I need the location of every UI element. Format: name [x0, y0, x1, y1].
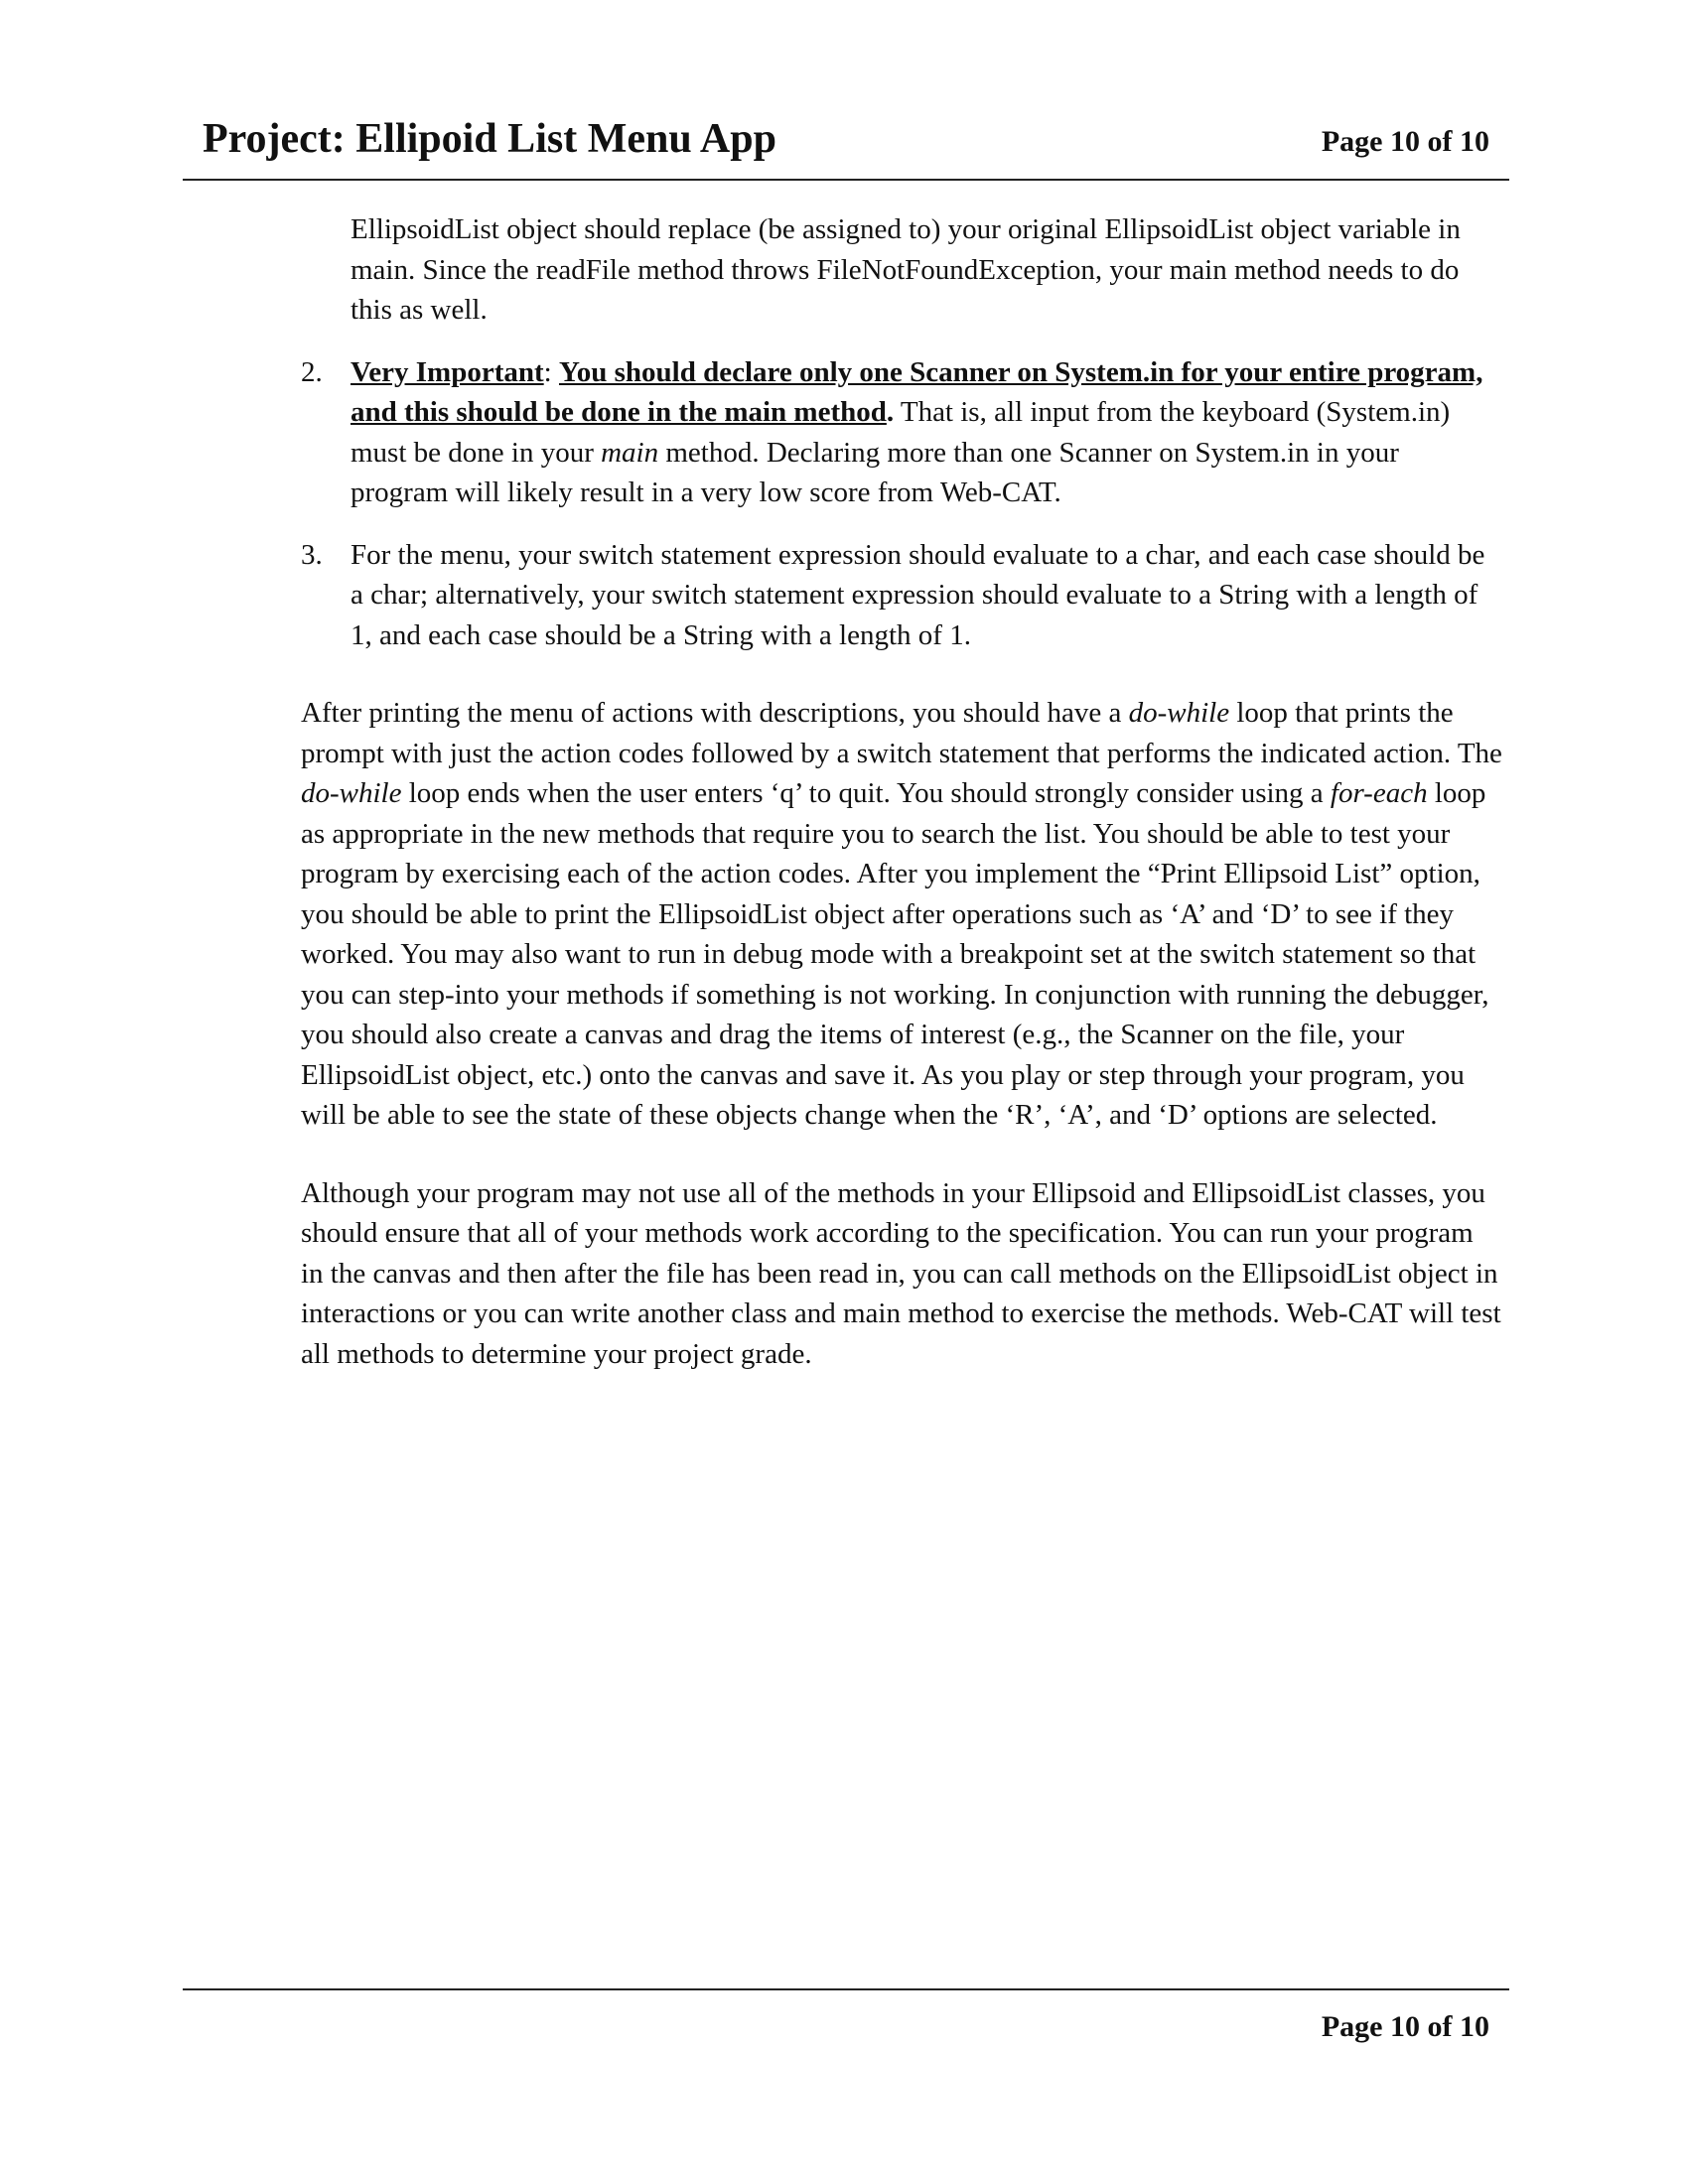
document-body	[301, 209, 1502, 1374]
do-while-italic-1: do-while	[1128, 697, 1230, 729]
item3-text: For the menu, your switch statement expression should evaluate to a char, and each case should be a char; alternatively, your switch statement expression should evaluate to a String with a length of 1, and each case should be a String with a length of 1.	[351, 538, 1485, 651]
scanner-emphasis: You should declare only one Scanner on System.in for your entire program, and this should be done in the main method	[351, 355, 1483, 428]
document-title: Project: Ellipoid List Menu App	[203, 116, 776, 162]
for-each-italic: for-each	[1330, 777, 1428, 809]
main-italic: main	[601, 436, 659, 469]
page-header	[183, 109, 1509, 181]
paragraph-do-while	[301, 693, 1502, 1136]
page-footer	[183, 1988, 1509, 2060]
paragraph-methods: Although your program may not use all of the methods in your Ellipsoid and EllipsoidList classes, you should ensure that all of your methods work according to the specification. You can run your program in the canvas and then after the file has been read in, you can call methods on the EllipsoidList object in interactions or you can write another class and main method to exercise the methods. Web-CAT will test all methods to determine your project grade.	[301, 1176, 1501, 1370]
list-number-2: 2.	[301, 355, 323, 388]
very-important-label: Very Important	[351, 355, 544, 388]
emphasis-period: .	[886, 396, 895, 428]
para1-t1: After printing the menu of actions with descriptions, you should have a	[301, 697, 1129, 729]
para1-t4: loop as appropriate in the new methods that require you to search the list. You should be able to test your program by exercising each of the action codes. After you implement the “Print Ellipsoid List” option, you should be able to print the EllipsoidList object after operations such as ‘A’ and ‘D’ to see if they worked. You may also want to run in debug mode with a breakpoint set at the switch statement so that you can step-into your methods if something is not working. In conjunction with running the debugger, you should also create a canvas and drag the items of interest (e.g., the Scanner on the file, your EllipsoidList object, etc.) onto the canvas and save it. As you play or step through your program, you will be able to see the state of these objects change when the ‘R’, ‘A’, and ‘D’ options are selected.	[301, 777, 1489, 1131]
continuation-paragraph: EllipsoidList object should replace (be assigned to) your original EllipsoidList object variable in main. Since the readFile method throws FileNotFoundException, your main method needs to do this as well.	[351, 213, 1461, 326]
item2-text-b: method. Declaring more than one Scanner on System.in in your program will likely result in a very low score from Web-CAT.	[351, 436, 1399, 508]
para1-t2: loop that prints the prompt with just the action codes followed by a switch statement that performs the indicated action. The	[301, 697, 1502, 769]
do-while-italic-2: do-while	[301, 777, 402, 809]
para1-t3: loop ends when the user enters ‘q’ to quit. You should strongly consider using a	[401, 777, 1331, 809]
header-page-number: Page 10 of 10	[1321, 125, 1489, 158]
colon: :	[543, 355, 552, 388]
list-number-3: 3.	[301, 538, 323, 571]
item2-text-a: That is, all input from the keyboard (System.in) must be done in your	[351, 396, 1451, 469]
list-item-2	[301, 352, 1502, 513]
footer-page-number: Page 10 of 10	[1321, 2010, 1489, 2043]
list-item-3	[301, 535, 1502, 656]
